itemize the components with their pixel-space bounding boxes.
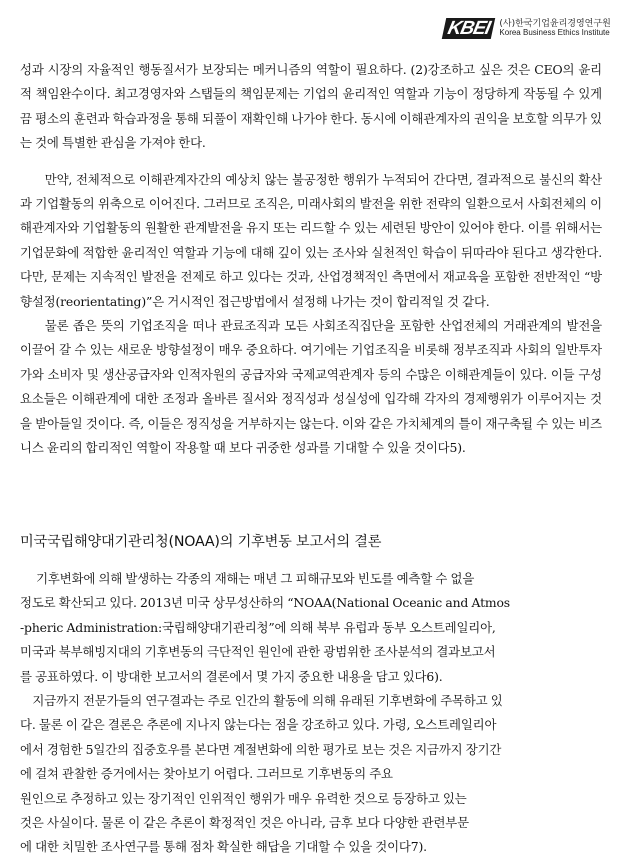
section-paragraph-2 [20,689,602,860]
page-header [0,0,621,50]
line: 를 공표하였다. 이 방대한 보고서의 결론에서 몇 가지 중요한 내용을 담고 있다6). [20,668,443,684]
section-paragraph-1 [20,567,602,689]
line: 미국과 북부해빙지대의 기후변동의 극단적인 원인에 관한 광범위한 조사분석의 결과보고서 [20,644,496,660]
line: 정도로 확산되고 있다. 2013년 미국 상무성산하의 “NOAA(National Oceanic and Atmos [20,595,511,611]
line: 에 걸쳐 관찰한 증거에서는 찾아보기 어렵다. 그러므로 기후변동의 주요 [20,766,393,782]
line: 에서 경험한 5일간의 집중호우를 본다면 계절변화에 의한 평가로 보는 것은 지금까지 장기간 [20,741,502,757]
logo-text [499,20,610,38]
line: 것은 사실이다. 물론 이 같은 추론이 확정적인 것은 아니라, 금후 보다 다양한 관련부문 [20,815,469,831]
logo-mark: KBEI [442,18,496,39]
section-heading: 미국국립해양대기관리청(NOAA)의 기후변동 보고서의 결론 [20,534,382,550]
line: 기후변화에 의해 발생하는 각종의 재해는 매년 그 피해규모와 빈도를 예측할 수 없을 [36,571,475,586]
line: 다. 물론 이 같은 결론은 추론에 지나지 않는다는 점을 강조하고 있다. 가령, 오스트레일리아 [20,717,497,733]
org-name-en: Korea Business Ethics Institute [499,28,610,38]
section-body [20,567,602,860]
body-paragraph-1: 성과 시장의 자율적인 행동질서가 보장되는 메커니즘의 역할이 필요하다. (2)강조하고 싶은 것은 CEO의 윤리적 책임완수이다. 최고경영자와 스탭들의 책임문제는 기업의 윤리적인 역할과 기능이 정당하게 작동될 수 있게끔 평소의 훈련과 학습과정을 통해 되풀이 재확인해 나가야 한다. 동시에 이해관계자의 권익을 보호할 의무가 있는 것에 특별한 관심을 가져야 한다. [20,62,602,151]
line: 원인으로 추정하고 있는 장기적인 인위적인 행위가 매우 유력한 것으로 등장하고 있는 [20,790,467,806]
org-name-kr: (사)한국기업윤리경영연구원 [499,18,611,29]
institute-logo [444,18,611,39]
line: 에 대한 치밀한 조사연구를 통해 점차 확실한 해답을 기대할 수 있을 것이다7). [20,839,427,855]
body-paragraph-3: 물론 좁은 뜻의 기업조직을 떠나 관료조직과 모든 사회조직집단을 포함한 산업전체의 거래관계의 발전을 이끌어 갈 수 있는 새로운 방향설정이 매우 중요하다. 여기에는 기업조직을 비롯해 정부조직과 사회의 일반투자가와 소비자 및 생산공급자와 인적자원의 공급자와 국제교역관계자 등의 수많은 이해관계들이 있다. 이들 구성요소들은 이해관계에 대한 조정과 올바른 질서와 정직성과 성실성에 입각해 각자의 경제행위가 이루어지는 것을 받아들일 것이다. 즉, 이들은 정직성을 거부하지는 않는다. 이와 같은 가치체계의 틀이 재구축될 수 있는 비즈니스 윤리의 합리적인 역할이 작용할 때 보다 귀중한 성과를 기대할 수 있을 것이다5). [20,318,602,456]
line: 지금까지 전문가들의 연구결과는 주로 인간의 활동에 의해 유래된 기후변화에 주목하고 있 [32,693,503,709]
body-paragraph-2: 만약, 전체적으로 이해관계자간의 예상치 않는 불공정한 행위가 누적되어 간다면, 결과적으로 불신의 확산과 기업활동의 위축으로 이어진다. 그러므로 조직은, 미래사회의 발전을 위한 전략의 일환으로서 사회전체의 이해관계자와 기업활동의 원활한 관계발전을 유지 또는 리드할 수 있는 세련된 방안이 있어야 한다. 이를 위해서는 기업문화에 적합한 윤리적인 역할과 기능에 대해 깊이 있는 조사와 실천적인 학습이 뒤따라야 된다고 생각한다. 다만, 문제는 지속적인 발전을 전제로 하고 있다는 것과, 산업경책적인 측면에서 재교육을 포함한 전반적인 “방향설정(reorientating)”은 거시적인 접근방법에서 설정해 나가는 것이 합리적일 것 같다. [20,171,602,309]
document-body [20,58,602,461]
line: -pheric Administration:국립해양대기관리청”에 의해 북부 유럽과 동부 오스트레일리아, [20,619,496,635]
